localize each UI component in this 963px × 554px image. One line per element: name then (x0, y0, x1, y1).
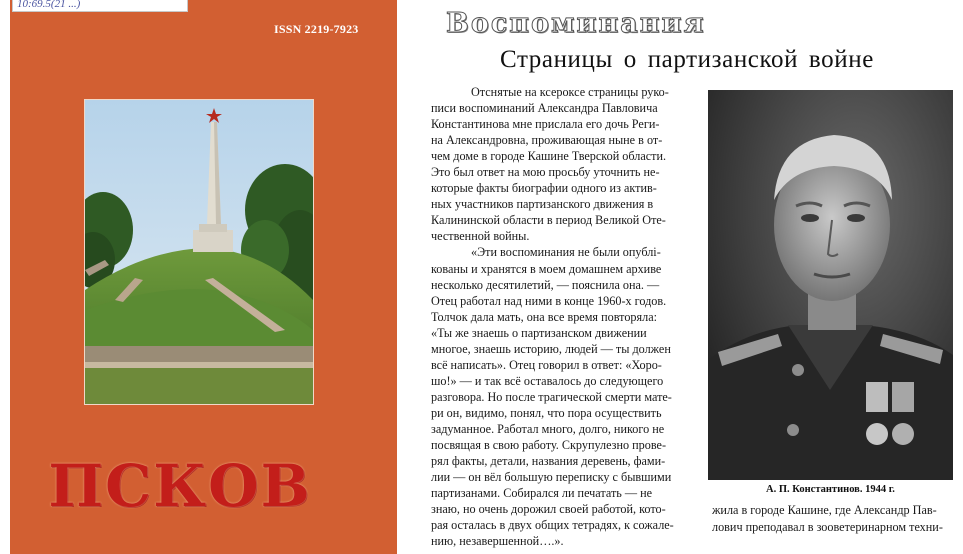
article-body-column (431, 84, 701, 549)
body-text-line: многое, знаешь историю, людей — ты должен (431, 341, 671, 356)
body-text-line: чем доме в городе Кашине Тверской области. (431, 149, 667, 164)
body-text-line: лии — он вёл большую переписку с бывшими (431, 470, 672, 485)
body-text-line: рая осталась в двух общих тетрадях, к сожале- (431, 518, 674, 533)
body-text-line: писи воспоминаний Александра Павловича (431, 101, 658, 116)
body-text-line: несколько десятилетий, — пояснила она. — (431, 277, 660, 292)
body-text-line: на Александровна, проживающая ныне в от- (431, 133, 663, 148)
body-text-line: Константинова мне прислала его дочь Реги- (431, 117, 660, 132)
page-gutter (397, 0, 430, 554)
body-text-line: всё написать». Отец говорил в ответ: «Хоро- (431, 357, 662, 372)
body-text-line: Толчок дала мать, она все время повторяла: (431, 309, 657, 324)
cover-page-edge (0, 0, 10, 554)
body-text-line: чественной войны. (431, 229, 530, 244)
body-text-line: задуманное. Работал много, долго, никого не (431, 421, 665, 436)
monument-illustration (85, 100, 313, 404)
portrait-photo (708, 90, 953, 480)
scan-handwritten-note: 10:69.5(21 ...) (12, 0, 188, 12)
body-text-line: разговора. Но после трагической смерти мате- (431, 389, 672, 404)
body-text-line: партизанами. Собирался ли печатать — не (431, 486, 653, 501)
body-text-line: ных участников партизанского движения в (431, 197, 654, 212)
body-text-line: которые факты биографии одного из актив- (431, 181, 657, 196)
portrait-illustration (708, 90, 953, 480)
body-text-line: шо!» — и так всё оставалось до следующего (431, 373, 664, 388)
body-text-line: «Ты же знаешь о партизанском движении (431, 325, 647, 340)
issn-label: ISSN 2219-7923 (274, 22, 359, 36)
body-text-line: знаю, но очень дорожил своей работой, кото- (431, 502, 666, 517)
article-continuation-column (712, 502, 962, 536)
continuation-text-line: жила в городе Кашине, где Александр Пав- (712, 503, 937, 517)
body-text-line: Калининской области в период Великой Оте- (431, 213, 666, 228)
body-text-line: ри он, видимо, понял, что пора осуществить (431, 405, 662, 420)
obelisk-monument-photo (84, 99, 314, 405)
section-heading: Воспоминания (446, 8, 706, 39)
portrait-caption: А. П. Константинов. 1944 г. (766, 484, 895, 495)
body-text-line: «Эти воспоминания не были опублі- (471, 245, 661, 260)
article-title: Страницы о партизанской войне (500, 46, 874, 73)
body-text-line: нию, незавершенной….». (431, 534, 564, 549)
body-text-line: Отснятые на ксероксе страницы руко- (471, 85, 669, 99)
continuation-text-line: лович преподавал в зооветеринарном техни- (712, 520, 943, 534)
cover-title: ПСКОВ (48, 452, 312, 520)
body-text-line: Отец работал над ними в конце 1960-х годов. (431, 293, 667, 308)
body-text-line: рял факты, детали, названия деревень, фами- (431, 454, 666, 469)
body-text-line: посвящая в свою работу. Скрупулезно прове- (431, 438, 667, 453)
body-text-line: кованы и хранятся в моем домашнем архиве (431, 261, 662, 276)
journal-cover (0, 0, 397, 554)
body-text-line: Это был ответ на мою просьбу уточнить не- (431, 165, 660, 180)
